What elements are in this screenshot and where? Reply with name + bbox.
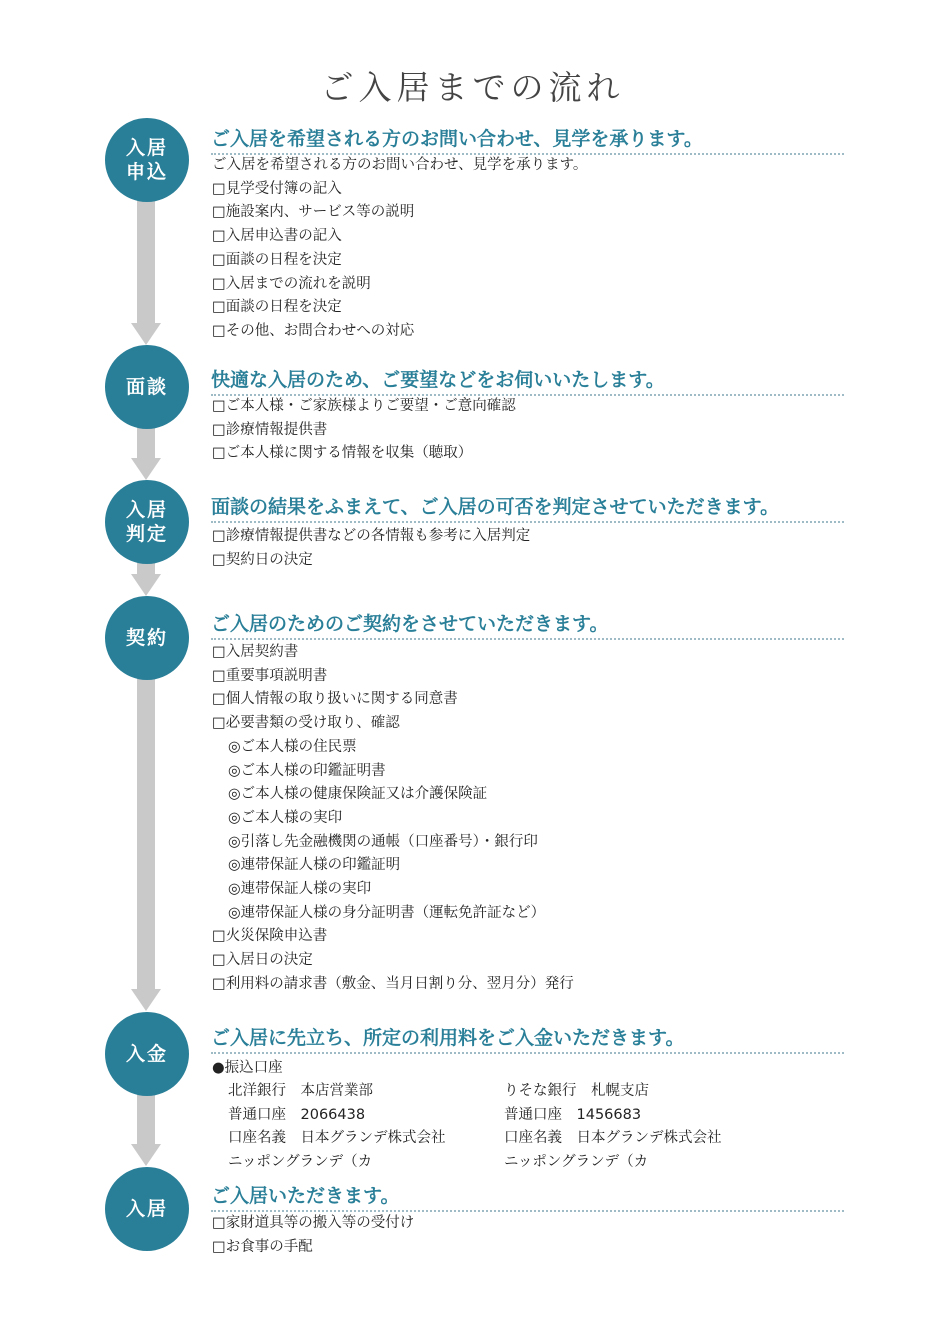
- step-circle-line: 入居: [125, 137, 168, 159]
- step-items-contract: [212, 641, 574, 997]
- list-item: □お食事の手配: [212, 1238, 313, 1255]
- list-item: □その他、お問合わせへの対応: [212, 322, 415, 339]
- list-item: □見学受付簿の記入: [212, 180, 342, 197]
- bank-line: 普通口座 1456683: [504, 1106, 642, 1123]
- step-circle-line: 判定: [125, 523, 168, 545]
- step-circle-application: [105, 118, 189, 202]
- bank-account-resona: [504, 1080, 722, 1175]
- list-item: □面談の日程を決定: [212, 299, 342, 316]
- list-item: ◎ご本人様の実印: [228, 809, 343, 826]
- list-item: □家財道具等の搬入等の受付け: [212, 1215, 415, 1231]
- list-item: ◎連帯保証人様の実印: [228, 881, 372, 898]
- bank-line: 口座名義 日本グランデ株式会社: [228, 1130, 446, 1147]
- bank-line: ニッポングランデ（カ: [504, 1154, 649, 1171]
- bank-line: 普通口座 2066438: [228, 1106, 366, 1123]
- step-circle-line: 入金: [125, 1043, 168, 1065]
- step-circle-contract: [105, 596, 189, 680]
- list-item: ◎連帯保証人様の印鑑証明: [228, 857, 401, 874]
- list-item: □利用料の請求書（敷金、当月日割り分、翌月分）発行: [212, 975, 574, 992]
- bank-line: りそな銀行 札幌支店: [504, 1083, 649, 1099]
- list-item: ◎ご本人様の住民票: [228, 738, 357, 755]
- list-item: ご入居を希望される方のお問い合わせ、見学を承ります。: [212, 157, 588, 173]
- list-item: □必要書類の受け取り、確認: [212, 715, 400, 732]
- step-heading-interview: 快適な入居のため、ご要望などをお伺いいたします。: [211, 368, 844, 396]
- step-circle-move-in: [105, 1167, 189, 1251]
- step-circle-line: 面談: [125, 376, 168, 398]
- list-item: □施設案内、サービス等の説明: [212, 204, 415, 221]
- list-item: □ご本人様に関する情報を収集（聴取）: [212, 445, 473, 462]
- step-heading-application: ご入居を希望される方のお問い合わせ、見学を承ります。: [211, 127, 844, 155]
- list-item: ◎連帯保証人様の身分証明書（運転免許証など）: [228, 904, 546, 921]
- bank-line: ニッポングランデ（カ: [228, 1154, 373, 1171]
- step-items-application: [212, 154, 587, 344]
- list-item: ◎引落し先金融機関の通帳（口座番号）・銀行印: [228, 833, 538, 850]
- list-item: □入居までの流れを説明: [212, 275, 371, 292]
- step-heading-move-in: ご入居いただきます。: [211, 1184, 844, 1212]
- step-heading-judgement: 面談の結果をふまえて、ご入居の可否を判定させていただきます。: [211, 495, 844, 523]
- list-item: □入居申込書の記入: [212, 228, 342, 245]
- step-circle-line: 契約: [125, 627, 168, 649]
- list-item: □入居日の決定: [212, 952, 313, 969]
- step-heading-contract: ご入居のためのご契約をさせていただきます。: [211, 612, 844, 640]
- step-circle-line: 申込: [125, 161, 168, 183]
- list-item: ◎ご本人様の印鑑証明書: [228, 762, 386, 779]
- page-title: ご入居までの流れ: [320, 68, 625, 107]
- list-item: □診療情報提供書などの各情報も参考に入居判定: [212, 528, 531, 544]
- list-item: □面談の日程を決定: [212, 251, 342, 268]
- list-item: □ご本人様・ご家族様よりご要望・ご意向確認: [212, 398, 516, 414]
- step-items-judgement: [212, 525, 530, 572]
- step-heading-payment: ご入居に先立ち、所定の利用料をご入金いただきます。: [211, 1026, 844, 1054]
- step-items-interview: [212, 395, 516, 466]
- step-circle-judgement: [105, 480, 189, 564]
- account-label: ●振込口座: [212, 1060, 283, 1076]
- step-circle-interview: [105, 345, 189, 429]
- list-item: □火災保険申込書: [212, 928, 328, 945]
- step-circle-payment: [105, 1012, 189, 1096]
- step-items-move-in: [212, 1212, 414, 1259]
- bank-line: 北洋銀行 本店営業部: [228, 1083, 373, 1099]
- bank-account-hokuyo: [228, 1080, 446, 1175]
- bank-line: 口座名義 日本グランデ株式会社: [504, 1130, 722, 1147]
- list-item: □重要事項説明書: [212, 667, 328, 684]
- list-item: □個人情報の取り扱いに関する同意書: [212, 691, 458, 708]
- step-circle-line: 入居: [125, 499, 168, 521]
- step-circle-line: 入居: [125, 1198, 168, 1220]
- list-item: □診療情報提供書: [212, 421, 328, 438]
- list-item: ◎ご本人様の健康保険証又は介護保険証: [228, 786, 488, 803]
- list-item: □契約日の決定: [212, 551, 313, 568]
- list-item: □入居契約書: [212, 644, 299, 660]
